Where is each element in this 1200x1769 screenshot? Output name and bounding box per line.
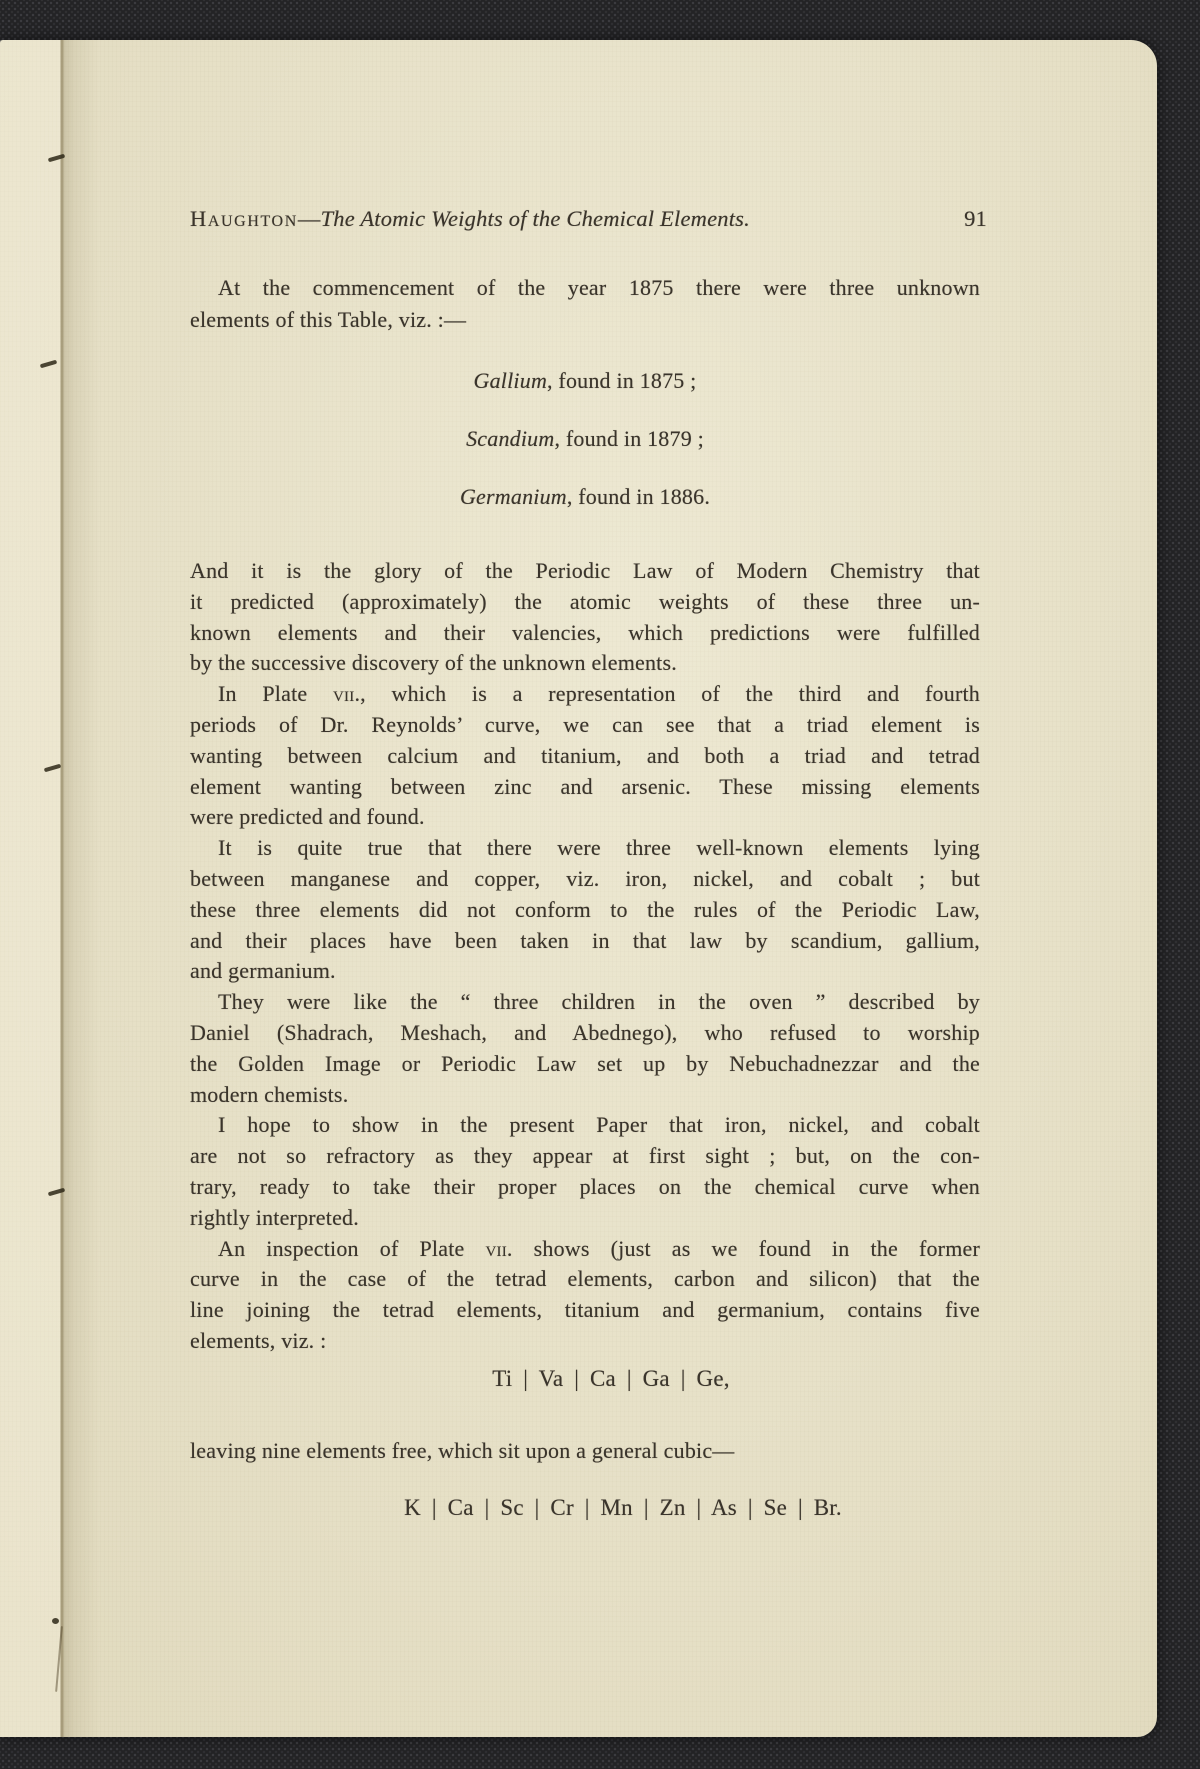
text-line	[190, 956, 980, 987]
text-line	[190, 1203, 980, 1234]
text-line	[190, 741, 980, 772]
text-line	[190, 833, 980, 864]
text-run: curve in the case of the tetrad elements, carbon and silicon) that the	[190, 1266, 980, 1292]
text-run: Daniel (Shadrach, Meshach, and Abednego), who refused to worship	[190, 1019, 980, 1045]
text-run: At the commencement of the year 1875 there were three unknown	[218, 275, 980, 300]
paragraph-three-elements	[190, 833, 980, 987]
page-number: 91	[964, 206, 987, 231]
text-run: and their places have been taken in that law by scandium, gallium,	[190, 927, 980, 953]
text-run: it predicted (approximately) the atomic weights of these three un-	[190, 588, 980, 614]
paragraph-hope-to-show	[190, 1110, 980, 1233]
text-run: line joining the tetrad elements, titanium and germanium, contains five	[190, 1297, 980, 1323]
text-run: were predicted and found.	[190, 804, 425, 830]
text-line	[190, 926, 980, 957]
header-separator: —	[297, 206, 321, 231]
text-run: , found in 1879 ;	[554, 426, 704, 451]
text-run: elements, viz. :	[190, 1327, 327, 1353]
text-line	[190, 710, 980, 741]
text-run: An inspection of Plate	[218, 1235, 486, 1261]
text-run: In Plate	[218, 681, 334, 707]
text-run: vii	[333, 681, 355, 707]
text-run: known elements and their valencies, which predictions were fulfilled	[190, 619, 980, 645]
text-run: periods of Dr. Reynolds’ curve, we can see that a triad element is	[190, 711, 980, 737]
stitch-thread	[44, 764, 61, 773]
text-line	[190, 1264, 980, 1295]
text-line	[190, 1326, 980, 1357]
paragraph-inspection	[190, 1234, 980, 1357]
running-header	[190, 206, 987, 232]
display-line-gallium	[190, 368, 980, 394]
text-line	[190, 895, 980, 926]
paragraph-leaving	[190, 1436, 980, 1467]
text-run: rightly interpreted.	[190, 1204, 359, 1230]
text-run: Gallium	[473, 368, 548, 393]
header-left	[190, 206, 750, 232]
text-run: I hope to show in the present Paper that iron, nickel, and cobalt	[218, 1112, 980, 1138]
text-run: , found in 1886.	[566, 484, 711, 509]
formula-cubic-elements	[228, 1495, 1018, 1521]
stitch-hole	[52, 1618, 59, 1624]
text-line	[190, 587, 980, 618]
paragraph-plate-vii	[190, 679, 980, 833]
paragraph-three-children	[190, 987, 980, 1110]
text-line	[190, 679, 980, 710]
text-run: Ti | Va | Ca | Ga | Ge,	[492, 1366, 730, 1391]
text-line	[190, 1049, 980, 1080]
text-line	[190, 304, 980, 336]
text-run: Scandium	[466, 426, 555, 451]
text-line	[190, 1110, 980, 1141]
text-run: are not so refractory as they appear at first sight ; but, on the con-	[190, 1143, 980, 1169]
text-line	[190, 1295, 980, 1326]
stitch-thread	[40, 360, 57, 369]
text-run: Germanium	[459, 484, 567, 509]
text-line	[190, 772, 980, 803]
body-text-block	[190, 556, 980, 1357]
text-line	[190, 648, 980, 679]
text-run: by the successive discovery of the unknown elements.	[190, 650, 677, 676]
text-run: these three elements did not conform to the rules of the Periodic Law,	[190, 896, 980, 922]
text-run: the Golden Image or Periodic Law set up by Nebuchadnezzar and the	[190, 1050, 980, 1076]
text-run: elements of this Table, viz. :—	[190, 307, 467, 332]
text-line	[190, 272, 980, 304]
text-line	[190, 556, 980, 587]
text-line	[190, 1018, 980, 1049]
text-run: And it is the glory of the Periodic Law of Modern Chemistry that	[190, 558, 980, 583]
text-run: element wanting between zinc and arsenic. These missing elements	[190, 773, 980, 799]
text-line	[190, 802, 980, 833]
paragraph-glory	[190, 556, 980, 679]
text-line	[190, 864, 980, 895]
text-run: . shows (just as we found in the former	[506, 1235, 980, 1261]
text-line	[190, 618, 980, 649]
text-run: K | Ca | Sc | Cr | Mn | Zn | As | Se | Br.	[404, 1495, 842, 1520]
header-title: The Atomic Weights of the Chemical Elements.	[320, 206, 750, 231]
text-line	[190, 1080, 980, 1111]
text-run: leaving nine elements free, which sit upon a general cubic—	[190, 1438, 735, 1463]
text-line	[190, 1172, 980, 1203]
stitch-thread-tail	[55, 1626, 63, 1692]
text-run: between manganese and copper, viz. iron, nickel, and cobalt ; but	[190, 865, 980, 891]
text-run: , found in 1875 ;	[547, 368, 697, 393]
formula-tetrad-elements	[216, 1366, 1006, 1392]
text-run: modern chemists.	[190, 1081, 349, 1107]
stitch-thread	[48, 1188, 65, 1197]
text-line	[190, 987, 980, 1018]
stitch-thread	[48, 154, 65, 163]
text-line	[190, 1436, 980, 1467]
display-line-germanium	[190, 484, 980, 510]
text-line	[190, 1234, 980, 1265]
binding-gutter-fold	[0, 40, 120, 1737]
header-author: Haughton	[190, 206, 298, 231]
text-run: vii	[485, 1235, 507, 1261]
display-line-scandium	[190, 426, 980, 452]
text-run: wanting between calcium and titanium, and both a triad and tetrad	[190, 742, 980, 768]
text-run: and germanium.	[190, 958, 336, 984]
text-run: It is quite true that there were three well-known elements lying	[218, 835, 980, 861]
text-run: ., which is a representation of the third and fourth	[354, 681, 980, 707]
paragraph-intro	[190, 272, 980, 336]
text-run: trary, ready to take their proper places on the chemical curve when	[190, 1173, 980, 1199]
text-line	[190, 1141, 980, 1172]
text-run: They were like the “ three children in the oven ” described by	[218, 989, 980, 1015]
book-page	[0, 40, 1157, 1737]
